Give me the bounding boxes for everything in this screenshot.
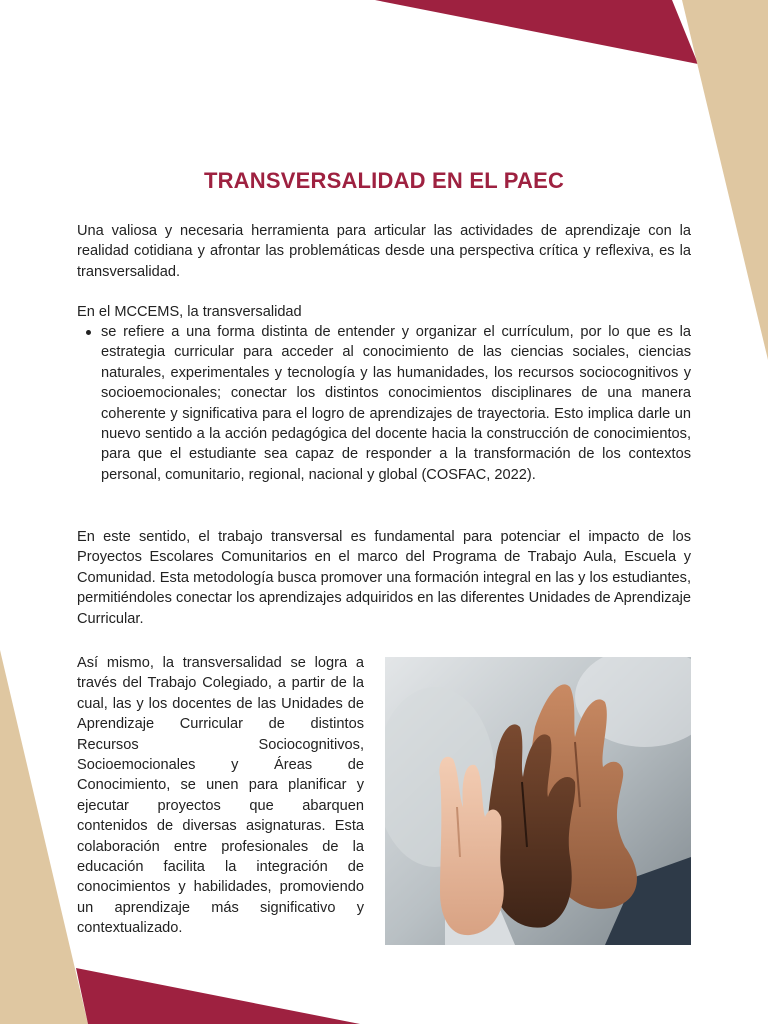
trabajo-colegiado-paragraph: Así mismo, la transversalidad se logra a través del Trabajo Colegiado, a partir de la cual, las y los docentes de las Unidades de Aprendizaje Curricular de distintos Recursos Sociocognitivos, Socioemocionales y Áreas de Conocimiento, se unen para planificar y ejecutar proyectos que abarquen contenidos de diversas asignaturas. Esta colaboración entre profesionales de la educación facilita la integración de conocimientos y habilidades, promoviendo un aprendizaje más significativo y contextualizado.: [77, 655, 364, 937]
mccems-bullet-list: [77, 322, 691, 485]
hands-illustration-icon: [385, 657, 691, 945]
intro-paragraph: Una valiosa y necesaria herramienta para articular las actividades de aprendizaje con la realidad cotidiana y afrontar las problemáticas desde una perspectiva crítica y reflexiva, es la transversalidad.: [77, 223, 691, 280]
bullet-item: se refiere a una forma distinta de entender y organizar el currículum, por lo que es la estrategia curricular para acceder al conocimiento de las ciencias sociales, ciencias naturales, experimentales y tecnología y las humanidades, los recursos sociocognitivos y socioemocionales; conectar los distintos conocimientos disciplinares de una manera coherente y significativa para el logro de aprendizajes de trayectoria. Esto implica darle un nuevo sentido a la acción pedagógica del docente hacia la construcción de conocimientos, para que el estudiante sea capaz de responder a la transformación de los contextos personal, comunitario, regional, nacional y global (COSFAC, 2022).: [77, 322, 691, 485]
page-title: TRANSVERSALIDAD EN EL PAEC: [203, 168, 565, 193]
sentido-paragraph: En este sentido, el trabajo transversal es fundamental para potenciar el impacto de los Proyectos Escolares Comunitarios en el marco del Programa de Trabajo Aula, Escuela y Comunidad. Esta metodología busca promover una formación integral en las y los estudiantes, permitiéndoles conectar los aprendizajes adquiridos en las diferentes Unidades de Aprendizaje Curricular.: [77, 529, 691, 627]
mccems-lead-paragraph: En el MCCEMS, la transversalidad: [77, 304, 302, 320]
high-five-photo: [385, 657, 691, 945]
